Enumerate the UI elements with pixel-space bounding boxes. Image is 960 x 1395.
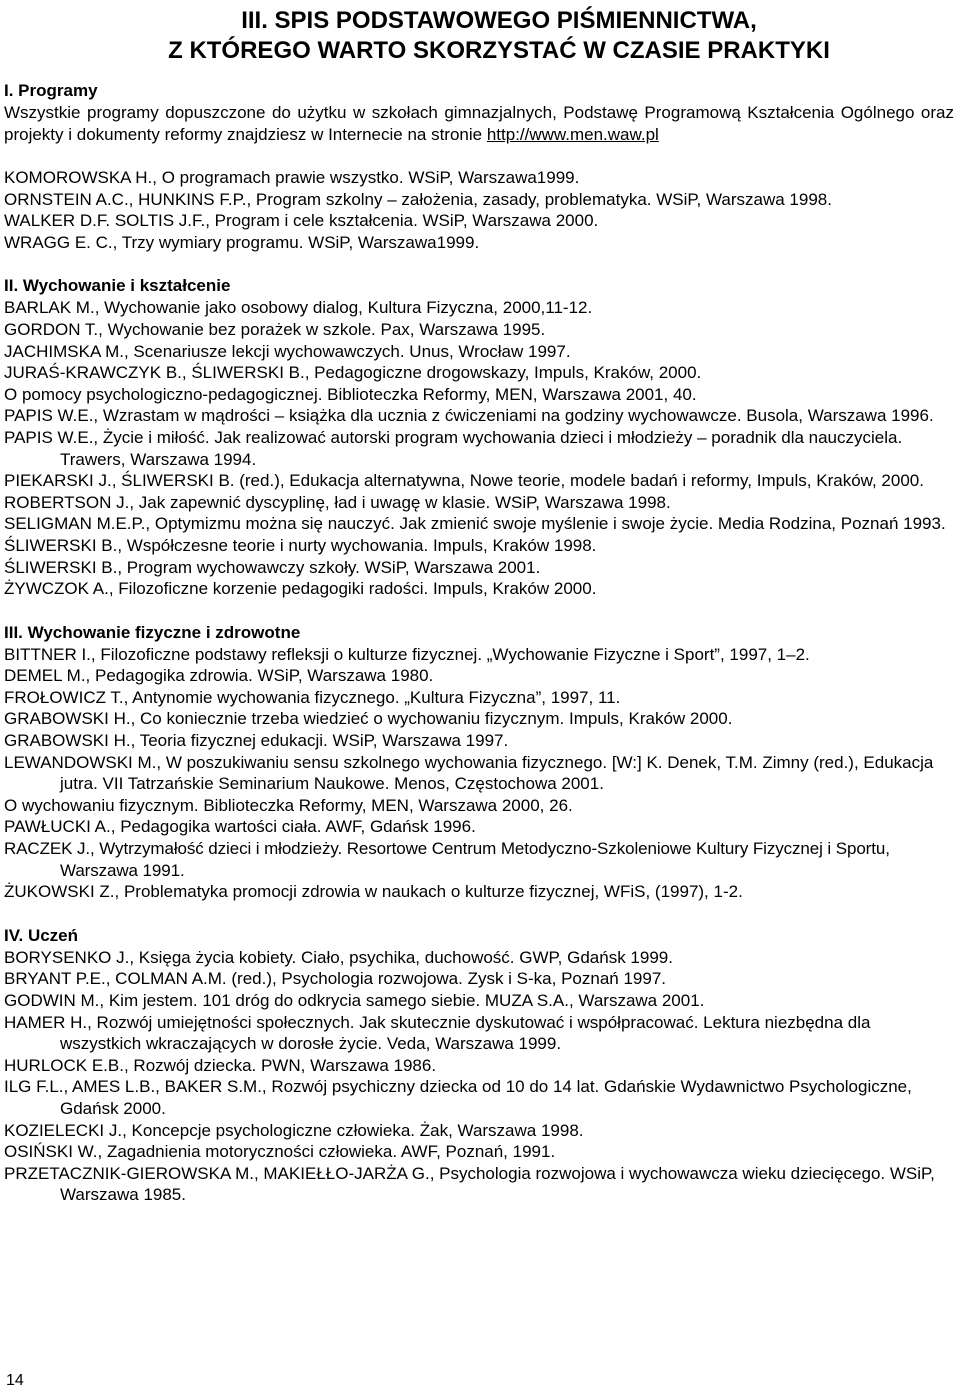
bibliography-list-physical-education bbox=[4, 644, 954, 903]
bibliography-list-student bbox=[4, 947, 954, 1206]
list-item: KOMOROWSKA H., O programach prawie wszystko. WSiP, Warszawa1999. bbox=[4, 168, 580, 187]
list-item: JACHIMSKA M., Scenariusze lekcji wychowawczych. Unus, Wrocław 1997. bbox=[4, 341, 571, 361]
list-item: HAMER H., Rozwój umiejętności społecznych. Jak skutecznie dyskutować i współpracować. Lektura niezbędna dla wszystkich wkraczających w dorosłe życie. Veda, Warszawa 1999. bbox=[4, 1012, 871, 1054]
title-line-1: III. SPIS PODSTAWOWEGO PIŚMIENNICTWA, bbox=[241, 7, 757, 34]
list-item: BRYANT P.E., COLMAN A.M. (red.), Psychologia rozwojowa. Zysk i S-ka, Poznań 1997. bbox=[4, 969, 667, 989]
list-item: HURLOCK E.B., Rozwój dziecka. PWN, Warszawa 1986. bbox=[4, 1055, 437, 1075]
list-item: PIEKARSKI J., ŚLIWERSKI B. (red.), Edukacja alternatywna, Nowe teorie, modele badań i reformy, Impuls, Kraków, 2000. bbox=[4, 471, 924, 491]
list-item: GRABOWSKI H., Teoria fizycznej edukacji. WSiP, Warszawa 1997. bbox=[4, 731, 509, 751]
bibliography-list-programs bbox=[4, 167, 954, 253]
list-item: SELIGMAN M.E.P., Optymizmu można się nauczyć. Jak zmienić swoje myślenie i swoje życie. Media Rodzina, Poznań 1993. bbox=[4, 514, 946, 534]
list-item: GORDON T., Wychowanie bez porażek w szkole. Pax, Warszawa 1995. bbox=[4, 319, 546, 339]
bibliography-list-education bbox=[4, 297, 954, 599]
list-item: PAPIS W.E., Wzrastam w mądrości – książka dla ucznia z ćwiczeniami na godziny wychowawcze. Busola, Warszawa 1996. bbox=[4, 406, 934, 426]
page-title bbox=[4, 6, 954, 66]
list-item: ROBERTSON J., Jak zapewnić dyscyplinę, ład i uwagę w klasie. WSiP, Warszawa 1998. bbox=[4, 492, 671, 512]
title-line-2: Z KTÓREGO WARTO SKORZYSTAĆ W CZASIE PRAKTYKI bbox=[168, 37, 830, 64]
list-item: WALKER D.F. SOLTIS J.F., Program i cele kształcenia. WSiP, Warszawa 2000. bbox=[4, 211, 599, 231]
list-item: ŻUKOWSKI Z., Problematyka promocji zdrowia w naukach o kulturze fizycznej, WFiS, (1997), 1-2. bbox=[4, 882, 743, 902]
list-item: ILG F.L., AMES L.B., BAKER S.M., Rozwój psychiczny dziecka od 10 do 14 lat. Gdańskie Wydawnictwo Psychologiczne, Gdańsk 2000. bbox=[4, 1077, 912, 1118]
section-heading-physical-education: III. Wychowanie fizyczne i zdrowotne bbox=[4, 622, 301, 642]
document-page bbox=[4, 0, 954, 1206]
list-item: RACZEK J., Wytrzymałość dzieci i młodzieży. Resortowe Centrum Metodyczno-Szkoleniowe Kultury Fizycznej i Sportu, Warszawa 1991. bbox=[4, 839, 890, 880]
list-item: WRAGG E. C., Trzy wymiary programu. WSiP, Warszawa1999. bbox=[4, 232, 480, 252]
section-heading-programs: I. Programy bbox=[4, 81, 98, 100]
list-item: O pomocy psychologiczno-pedagogicznej. Biblioteczka Reformy, MEN, Warszawa 2001, 40. bbox=[4, 384, 697, 404]
list-item: ŚLIWERSKI B., Współczesne teorie i nurty wychowania. Impuls, Kraków 1998. bbox=[4, 535, 597, 555]
section-intro bbox=[4, 102, 954, 146]
list-item: OSIŃSKI W., Zagadnienia motoryczności człowieka. AWF, Poznań, 1991. bbox=[4, 1142, 556, 1162]
list-item: JURAŚ-KRAWCZYK B., ŚLIWERSKI B., Pedagogiczne drogowskazy, Impuls, Kraków, 2000. bbox=[4, 363, 702, 383]
section-heading-student: IV. Uczeń bbox=[4, 925, 79, 945]
list-item: BITTNER I., Filozoficzne podstawy refleksji o kulturze fizycznej. „Wychowanie Fizyczne i Sport”, 1997, 1–2. bbox=[4, 644, 810, 664]
list-item: ŻYWCZOK A., Filozoficzne korzenie pedagogiki radości. Impuls, Kraków 2000. bbox=[4, 579, 597, 599]
list-item: O wychowaniu fizycznym. Biblioteczka Reformy, MEN, Warszawa 2000, 26. bbox=[4, 795, 573, 815]
list-item: FROŁOWICZ T., Antynomie wychowania fizycznego. „Kultura Fizyczna”, 1997, 11. bbox=[4, 687, 621, 707]
list-item: BARLAK M., Wychowanie jako osobowy dialog, Kultura Fizyczna, 2000,11-12. bbox=[4, 298, 593, 318]
list-item: ORNSTEIN A.C., HUNKINS F.P., Program szkolny – założenia, zasady, problematyka. WSiP, Warszawa 1998. bbox=[4, 189, 832, 209]
list-item: ŚLIWERSKI B., Program wychowawczy szkoły. WSiP, Warszawa 2001. bbox=[4, 557, 541, 577]
ministry-link[interactable]: http://www.men.waw.pl bbox=[486, 125, 659, 144]
page-number: 14 bbox=[6, 1372, 24, 1389]
list-item: PAPIS W.E., Życie i miłość. Jak realizować autorski program wychowania dzieci i młodzieży – poradnik dla nauczyciela. Trawers, Warszawa 1994. bbox=[4, 427, 903, 469]
list-item: LEWANDOWSKI M., W poszukiwaniu sensu szkolnego wychowania fizycznego. [W:] K. Denek, T.M. Zimny (red.), Edukacja jutra. VII Tatrzańskie Seminarium Naukowe. Menos, Częstochowa 2001. bbox=[4, 752, 934, 794]
list-item: GODWIN M., Kim jestem. 101 dróg do odkrycia samego siebie. MUZA S.A., Warszawa 2001. bbox=[4, 991, 705, 1010]
list-item: BORYSENKO J., Księga życia kobiety. Ciało, psychika, duchowość. GWP, Gdańsk 1999. bbox=[4, 947, 673, 967]
list-item: DEMEL M., Pedagogika zdrowia. WSiP, Warszawa 1980. bbox=[4, 666, 434, 686]
list-item: PAWŁUCKI A., Pedagogika wartości ciała. AWF, Gdańsk 1996. bbox=[4, 817, 476, 837]
section-heading-education: II. Wychowanie i kształcenie bbox=[4, 276, 231, 296]
intro-text: Wszystkie programy dopuszczone do użytku w szkołach gimnazjalnych, Podstawę Programową Kształcenia Ogólnego oraz projekty i dokumenty reformy znajdziesz w Internecie na stronie bbox=[4, 103, 954, 144]
list-item: PRZETACZNIK-GIEROWSKA M., MAKIEŁŁO-JARŻA G., Psychologia rozwojowa i wychowawcza wieku dziecięcego. WSiP, Warszawa 1985. bbox=[4, 1163, 935, 1205]
list-item: GRABOWSKI H., Co koniecznie trzeba wiedzieć o wychowaniu fizycznym. Impuls, Kraków 2000. bbox=[4, 709, 733, 729]
list-item: KOZIELECKI J., Koncepcje psychologiczne człowieka. Żak, Warszawa 1998. bbox=[4, 1120, 584, 1140]
